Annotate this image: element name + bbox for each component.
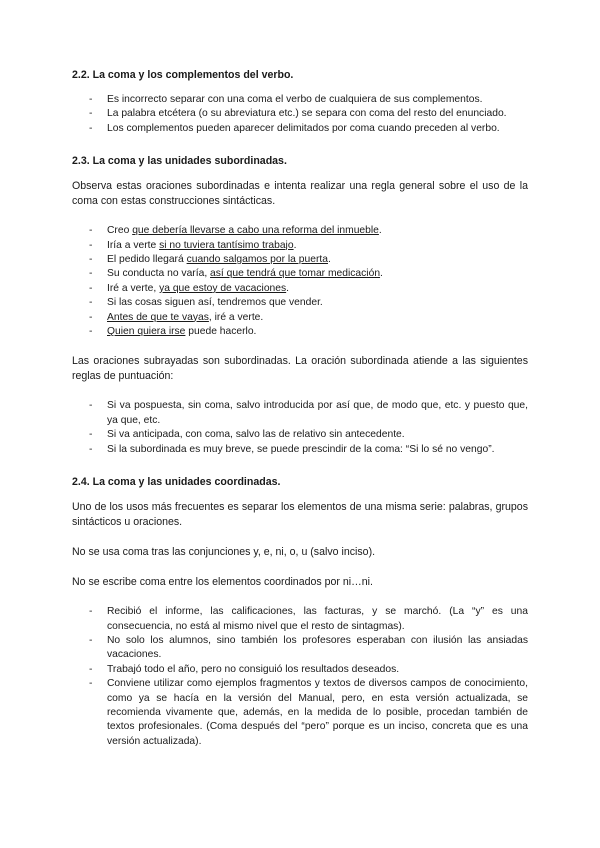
note-ni-ni: No se escribe coma entre los elementos coordinados por ni…ni. — [72, 576, 373, 589]
list-item: - Trabajó todo el año, pero no consiguió los resultados deseados. — [72, 663, 528, 677]
subordinate-examples-list — [72, 224, 528, 339]
example-item: - Iré a verte, ya que estoy de vacaciones. — [72, 282, 528, 296]
rule-item: - Si la subordinada es muy breve, se puede prescindir de la coma: “Si lo sé no vengo”. — [72, 443, 528, 457]
example-item: - Quien quiera irse puede hacerlo. — [72, 325, 528, 339]
note-conjunctions: No se usa coma tras las conjunciones y, e, ni, o, u (salvo inciso). — [72, 546, 376, 559]
rule-item: - Si va pospuesta, sin coma, salvo introducida por así que, de modo que, etc. y puesto que, ya que, etc. — [72, 399, 528, 428]
rule-item: - Si va anticipada, con coma, salvo las de relativo sin antecedente. — [72, 428, 528, 442]
section-2-4-intro: Uno de los usos más frecuentes es separar los elementos de una misma serie: palabras, grupos sintácticos u oraciones. — [72, 501, 528, 529]
coordinate-examples-list — [72, 605, 528, 749]
section-2-2-title: 2.2. La coma y los complementos del verbo. — [72, 69, 294, 81]
rules-intro: Las oraciones subrayadas son subordinadas. La oración subordinada atiende a las siguientes reglas de puntuación: — [72, 355, 528, 383]
list-item: - Los complementos pueden aparecer delimitados por coma cuando preceden al verbo. — [72, 122, 528, 136]
section-2-4-title: 2.4. La coma y las unidades coordinadas. — [72, 476, 281, 489]
section-2-3-intro: Observa estas oraciones subordinadas e intenta realizar una regla general sobre el uso de la coma con estas construcciones sintácticas. — [72, 180, 528, 208]
section-2-3-title: 2.3. La coma y las unidades subordinadas. — [72, 155, 287, 168]
section-2-2-list — [72, 93, 528, 136]
example-item: - El pedido llegará cuando salgamos por la puerta. — [72, 253, 528, 267]
list-item: - La palabra etcétera (o su abreviatura etc.) se separa con coma del resto del enunciado. — [72, 107, 528, 121]
example-item: - Creo que debería llevarse a cabo una reforma del inmueble. — [72, 224, 528, 238]
list-item: - Recibió el informe, las calificaciones, las facturas, y se marchó. (La “y” es una consecuencia, no está al mismo nivel que el resto de sintagmas). — [72, 605, 528, 634]
list-item: - No solo los alumnos, sino también los profesores esperaban con ilusión las ansiadas vacaciones. — [72, 634, 528, 663]
example-item: - Su conducta no varía, así que tendrá que tomar medicación. — [72, 267, 528, 281]
list-item: - Conviene utilizar como ejemplos fragmentos y textos de diversos campos de conocimiento, como ya se hacía en la versión del Manual, pero, en esta versión actualizada, se recomienda vivamente que, además, en la medida de lo posible, procedan también de textos profesionales. (Coma después del “pero” porque es un inciso, concreta que es una versión actualizada). — [72, 677, 528, 749]
example-item: - Iría a verte si no tuviera tantísimo trabajo. — [72, 239, 528, 253]
list-item: - Es incorrecto separar con una coma el verbo de cualquiera de sus complementos. — [72, 93, 528, 107]
example-item: - Antes de que te vayas, iré a verte. — [72, 311, 528, 325]
punctuation-rules-list — [72, 399, 528, 457]
example-item: - Si las cosas siguen así, tendremos que vender. — [72, 296, 528, 310]
